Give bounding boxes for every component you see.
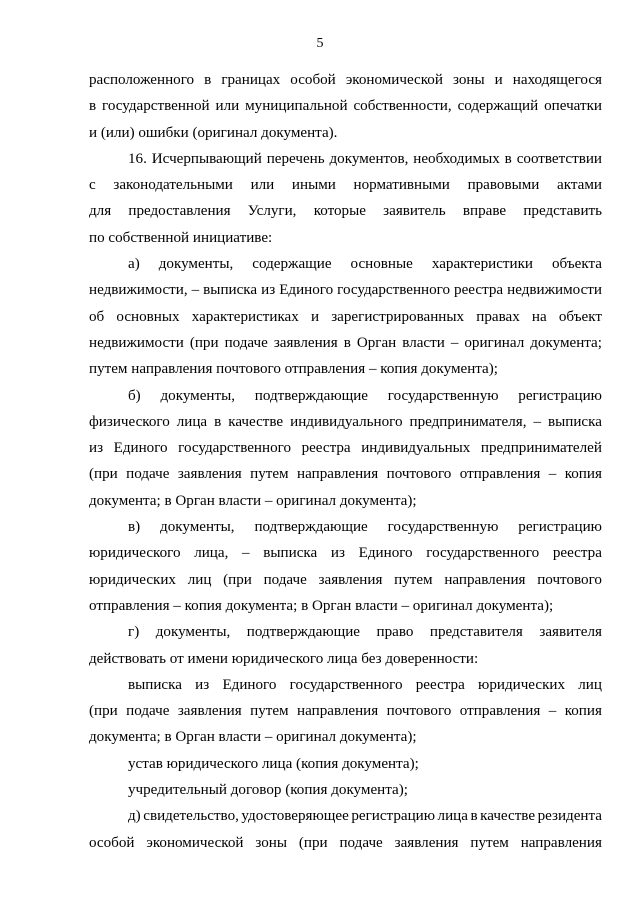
text-line: 16. Исчерпывающий перечень документов, необходимых в соответствии [128,150,602,167]
text-line: действовать от имени юридического лица без доверенности: [89,650,479,667]
text-line: д) свидетельство, удостоверяющее регистрацию лица в качестве резидента [128,808,602,825]
text-line: по собственной инициативе: [89,229,273,246]
text-line: в) документы, подтверждающие государственную регистрацию [128,519,602,536]
document-body [89,67,602,856]
text-line: г) документы, подтверждающие право представителя заявителя [128,624,602,641]
text-line: (при подаче заявления путем направления почтового отправления – копия [89,703,602,720]
text-line: в государственной или муниципальной собственности, содержащий опечатки [89,98,602,115]
text-line: и (или) ошибки (оригинал документа). [89,124,338,141]
text-line: документа; в Орган власти – оригинал документа); [89,492,417,509]
text-line: особой экономической зоны (при подаче заявления путем направления [89,834,602,851]
text-line: (при подаче заявления путем направления почтового отправления – копия [89,466,602,483]
text-line: юридических лиц (при подаче заявления путем направления почтового [89,571,602,588]
text-line: юридического лица, – выписка из Единого государственного реестра [89,545,602,562]
text-line: учредительный договор (копия документа); [128,782,408,799]
text-line: отправления – копия документа; в Орган власти – оригинал документа); [89,597,554,614]
text-line: а) документы, содержащие основные характеристики объекта [128,256,602,273]
page-number: 5 [316,36,324,51]
text-line: путем направления почтового отправления – копия документа); [89,361,498,378]
text-line: физического лица в качестве индивидуального предпринимателя, – выписка [89,413,602,430]
text-line: б) документы, подтверждающие государственную регистрацию [128,387,602,404]
text-line: недвижимости (при подаче заявления в Орган власти – оригинал документа; [89,334,602,351]
text-line: выписка из Единого государственного реестра юридических лиц [128,676,602,693]
text-line: расположенного в границах особой экономической зоны и находящегося [89,72,602,88]
text-line: устав юридического лица (копия документа); [128,755,419,772]
text-line: недвижимости, – выписка из Единого государственного реестра недвижимости [89,282,602,299]
text-line: об основных характеристиках и зарегистрированных правах на объект [89,308,602,325]
text-line: из Единого государственного реестра индивидуальных предпринимателей [89,440,602,457]
text-line: с законодательными или иными нормативными правовыми актами [89,177,602,194]
text-line: для предоставления Услуги, которые заявитель вправе представить [89,203,602,220]
text-line: документа; в Орган власти – оригинал документа); [89,729,417,746]
